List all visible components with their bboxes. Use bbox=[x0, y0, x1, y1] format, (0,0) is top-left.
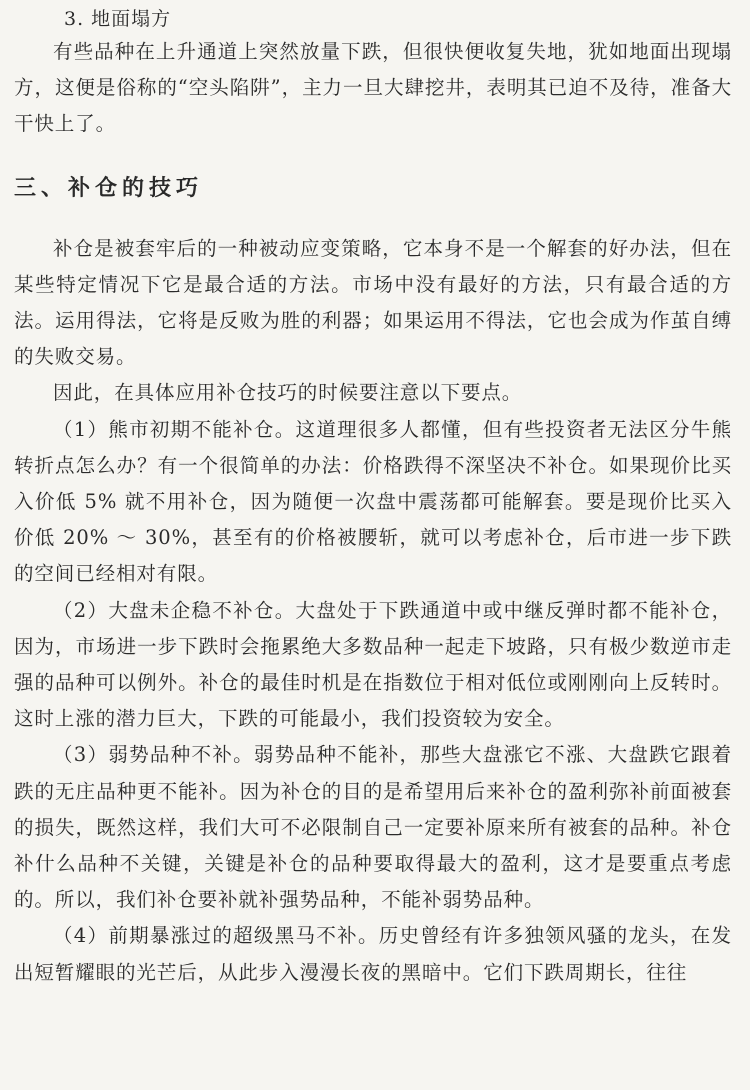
subsection-heading: 3. 地面塌方 bbox=[64, 8, 172, 30]
paragraph-point-2: （2）大盘未企稳不补仓。大盘处于下跌通道中或中继反弹时都不能补仓，因为，市场进一步下跌时会拖累绝大多数品种一起走下坡路，只有极少数逆市走强的品种可以例外。补仓的最佳时机是在指数位于相对低位或刚刚向上反转时。这时上涨的潜力巨大，下跌的可能最小，我们投资较为安全。 bbox=[14, 598, 732, 731]
paragraph-key-points: 因此，在具体应用补仓技巧的时候要注意以下要点。 bbox=[53, 381, 523, 405]
paragraph-point-1: （1）熊市初期不能补仓。这道理很多人都懂，但有些投资者无法区分牛熊转折点怎么办？有一个很简单的办法：价格跌得不深坚决不补仓。如果现价比买入价低 5% 就不用补仓，因为随便一次盘中震荡都可能解套。要是现价比买入价低 20% ～ 30%，甚至有的价格被腰斩，就可以考虑补仓，后市进一步下跌的空间已经相对有限。 bbox=[14, 417, 732, 586]
subsection-body: 有些品种在上升通道上突然放量下跌，但很快便收复失地，犹如地面出现塌方，这便是俗称的“空头陷阱”，主力一旦大肆挖井，表明其已迫不及待，准备大干快上了。 bbox=[14, 40, 732, 136]
paragraph-point-3: （3）弱势品种不补。弱势品种不能补，那些大盘涨它不涨、大盘跌它跟着跌的无庄品种更不能补。因为补仓的目的是希望用后来补仓的盈利弥补前面被套的损失，既然这样，我们大可不必限制自己一定要补原来所有被套的品种。补仓补什么品种不关键，关键是补仓的品种要取得最大的盈利，这才是要重点考虑的。所以，我们补仓要补就补强势品种，不能补弱势品种。 bbox=[14, 743, 732, 912]
paragraph-point-4: （4）前期暴涨过的超级黑马不补。历史曾经有许多独领风骚的龙头，在发出短暂耀眼的光芒后，从此步入漫漫长夜的黑暗中。它们下跌周期长，往往 bbox=[14, 924, 732, 984]
paragraph-intro: 补仓是被套牢后的一种被动应变策略，它本身不是一个解套的好办法，但在某些特定情况下它是最合适的方法。市场中没有最好的方法，只有最合适的方法。运用得法，它将是反败为胜的利器；如果运用不得法，它也会成为作茧自缚的失败交易。 bbox=[14, 236, 732, 369]
section-title: 三、补仓的技巧 bbox=[14, 175, 204, 201]
